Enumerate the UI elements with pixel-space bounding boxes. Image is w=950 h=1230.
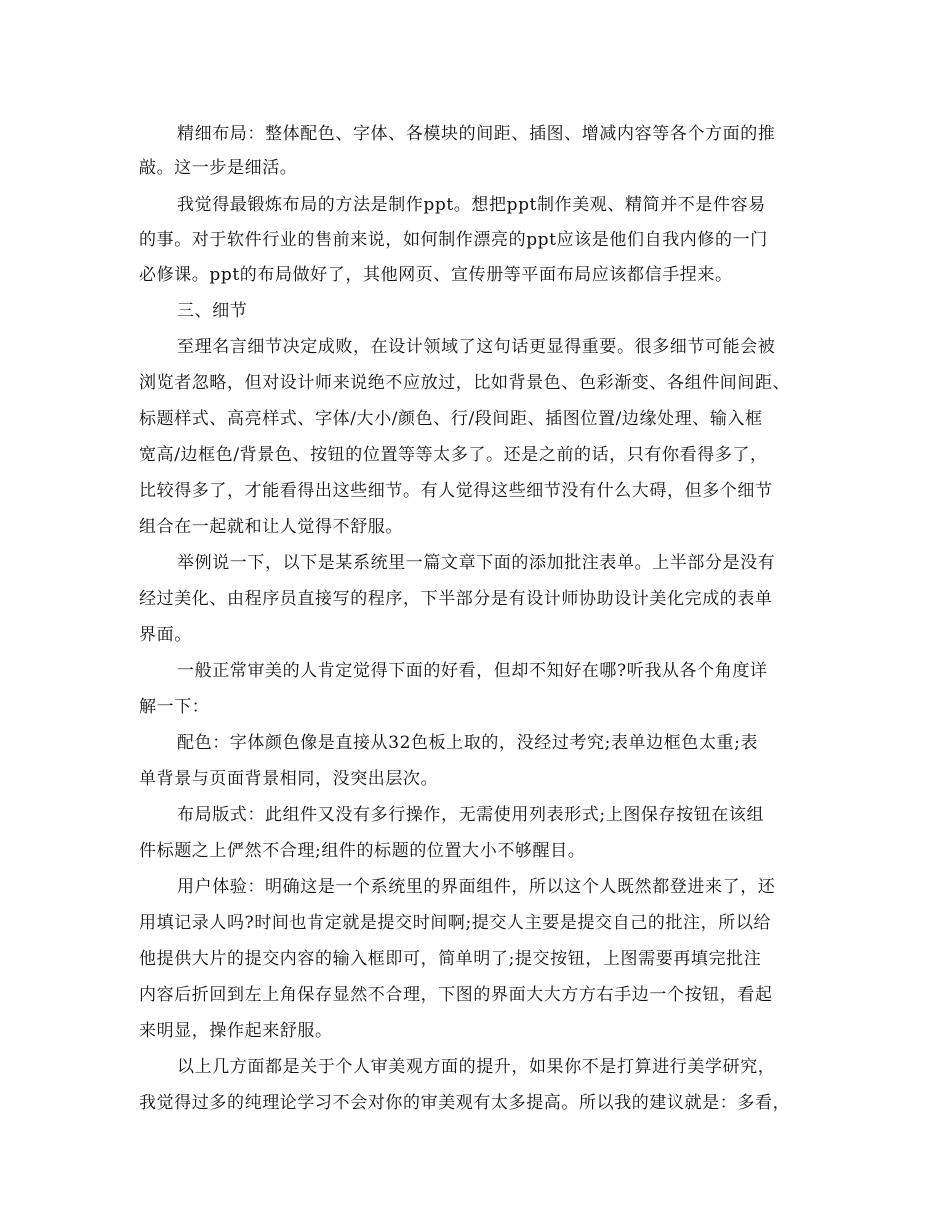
paragraph-line: 配色：字体颜色像是直接从32色板上取的，没经过考究;表单边框色太重;表 xyxy=(177,733,759,753)
paragraph-line: 浏览者忽略，但对设计师来说绝不应放过，比如背景色、色彩渐变、各组件间间距、 xyxy=(139,373,791,393)
paragraph-line: 解一下： xyxy=(139,697,210,717)
paragraph-line: 件标题之上俨然不合理;组件的标题的位置大小不够醒目。 xyxy=(139,841,586,861)
paragraph-line: 我觉得过多的纯理论学习不会对你的审美观有太多提高。所以我的建议就是：多看， xyxy=(139,1093,791,1113)
paragraph-line: 比较得多了，才能看得出这些细节。有人觉得这些细节没有什么大碍，但多个细节 xyxy=(139,481,773,501)
paragraph-line: 他提供大片的提交内容的输入框即可，简单明了;提交按钮，上图需要再填完批注 xyxy=(139,949,762,969)
paragraph-line: 用户体验：明确这是一个系统里的界面组件，所以这个人既然都登进来了，还 xyxy=(177,877,776,897)
paragraph-line: 敲。这一步是细活。 xyxy=(139,158,298,178)
paragraph-line: 我觉得最锻炼布局的方法是制作ppt。想把ppt制作美观、精简并不是件容易 xyxy=(177,195,766,215)
paragraph-line: 内容后折回到左上角保存显然不合理，下图的界面大大方方右手边一个按钮，看起 xyxy=(139,985,773,1005)
paragraph-line: 一般正常审美的人肯定觉得下面的好看，但却不知好在哪?听我从各个角度详 xyxy=(177,661,768,681)
section-heading: 三、细节 xyxy=(177,301,248,321)
paragraph-line: 经过美化、由程序员直接写的程序，下半部分是有设计师协助设计美化完成的表单 xyxy=(139,589,773,609)
paragraph-line: 以上几方面都是关于个人审美观方面的提升，如果你不是打算进行美学研究， xyxy=(177,1057,776,1077)
paragraph-line: 标题样式、高亮样式、字体/大小/颜色、行/段间距、插图位置/边缘处理、输入框 xyxy=(139,409,763,429)
paragraph-line: 举例说一下，以下是某系统里一篇文章下面的添加批注表单。上半部分是没有 xyxy=(177,553,776,573)
paragraph-line: 必修课。ppt的布局做好了，其他网页、宣传册等平面布局应该都信手捏来。 xyxy=(139,265,733,285)
paragraph-line: 精细布局：整体配色、字体、各模块的间距、插图、增减内容等各个方面的推 xyxy=(177,124,776,144)
paragraph-line: 单背景与页面背景相同，没突出层次。 xyxy=(139,769,439,789)
paragraph-line: 布局版式：此组件又没有多行操作，无需使用列表形式;上图保存按钮在该组 xyxy=(177,805,765,825)
paragraph-line: 至理名言细节决定成败，在设计领域了这句话更显得重要。很多细节可能会被 xyxy=(177,337,776,357)
paragraph-line: 组合在一起就和让人觉得不舒服。 xyxy=(139,517,403,537)
paragraph-line: 宽高/边框色/背景色、按钮的位置等等太多了。还是之前的话，只有你看得多了， xyxy=(139,445,768,465)
paragraph-line: 界面。 xyxy=(139,625,192,645)
paragraph-line: 来明显，操作起来舒服。 xyxy=(139,1021,333,1041)
paragraph-line: 用填记录人吗?时间也肯定就是提交时间啊;提交人主要是提交自己的批注，所以给 xyxy=(139,913,772,933)
paragraph-line: 的事。对于软件行业的售前来说，如何制作漂亮的ppt应该是他们自我内修的一门 xyxy=(139,230,768,250)
